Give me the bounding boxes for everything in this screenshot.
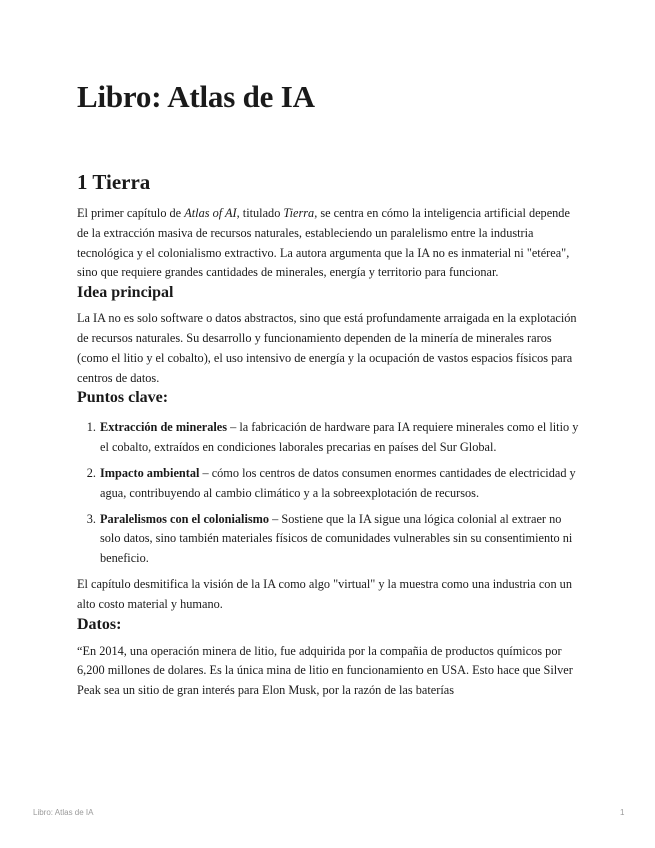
book-title-italic: Atlas of AI xyxy=(184,206,237,220)
key-point-text: – Sostiene que la IA sigue una lógica colonial al extraer no solo datos, sino también materiales físicos de comunidades vulnerables sin su consentimiento ni beneficio. xyxy=(100,511,573,566)
data-paragraph: “En 2014, una operación minera de litio, fue adquirida por la compañia de productos químicos por 6,200 millones de dolares. Es la única mina de litio en funcionamiento en USA. Esto hace que Silver Peak sea un sitio de gran interés para Elon Musk, por la razón de las baterías xyxy=(77,643,573,698)
key-point-text: – cómo los centros de datos consumen enormes cantidades de electricidad y agua, contribuyendo al cambio climático y a la sobreexplotación de recursos. xyxy=(100,465,576,500)
main-idea-heading: Idea principal xyxy=(77,284,174,302)
key-points-heading: Puntos clave: xyxy=(77,389,169,407)
chapter-heading: 1 Tierra xyxy=(77,170,151,194)
footer-page-number: 1 xyxy=(620,808,625,817)
main-idea-paragraph: La IA no es solo software o datos abstractos, sino que está profundamente arraigada en la explotación de recursos naturales. Su desarrollo y funcionamiento dependen de la minería de minerales raros (como el litio y el cobalto), el uso intensivo de energía y la ocupación de vastos espacios físicos para centros de datos. xyxy=(77,311,577,385)
chapter-name-italic: Tierra xyxy=(283,206,315,220)
key-point-label: Impacto ambiental xyxy=(100,465,200,480)
key-point-item xyxy=(99,510,579,569)
key-point-item xyxy=(99,418,579,458)
intro-text-2: , titulado xyxy=(236,206,284,220)
page-content xyxy=(77,78,579,701)
key-point-item xyxy=(99,464,579,504)
key-points-list xyxy=(77,418,579,569)
data-heading: Datos: xyxy=(77,615,122,633)
key-point-label: Extracción de minerales xyxy=(100,420,228,435)
intro-text-3: , se centra en cómo la inteligencia artificial depende de la extracción masiva de recursos naturales, estableciendo un paralelismo entre la industria tecnológica y el colonialismo extractivo. La autora argumenta que la IA no es inmaterial ni "etérea", sino que requiere grandes cantidades de minerales, energía y territorio para funcionar. xyxy=(77,206,570,280)
chapter-intro-paragraph xyxy=(77,204,579,283)
intro-text-1: El primer capítulo de xyxy=(77,206,185,220)
closing-paragraph: El capítulo desmitifica la visión de la IA como algo "virtual" y la muestra como una industria con un alto costo material y humano. xyxy=(77,576,572,611)
key-point-label: Paralelismos con el colonialismo xyxy=(100,511,270,526)
footer-document-title: Libro: Atlas de IA xyxy=(33,808,94,817)
key-point-text: – la fabricación de hardware para IA requiere minerales como el litio y el cobalto, extraídos en condiciones laborales precarias en países del Sur Global. xyxy=(100,420,579,455)
document-title: Libro: Atlas de IA xyxy=(77,79,315,114)
